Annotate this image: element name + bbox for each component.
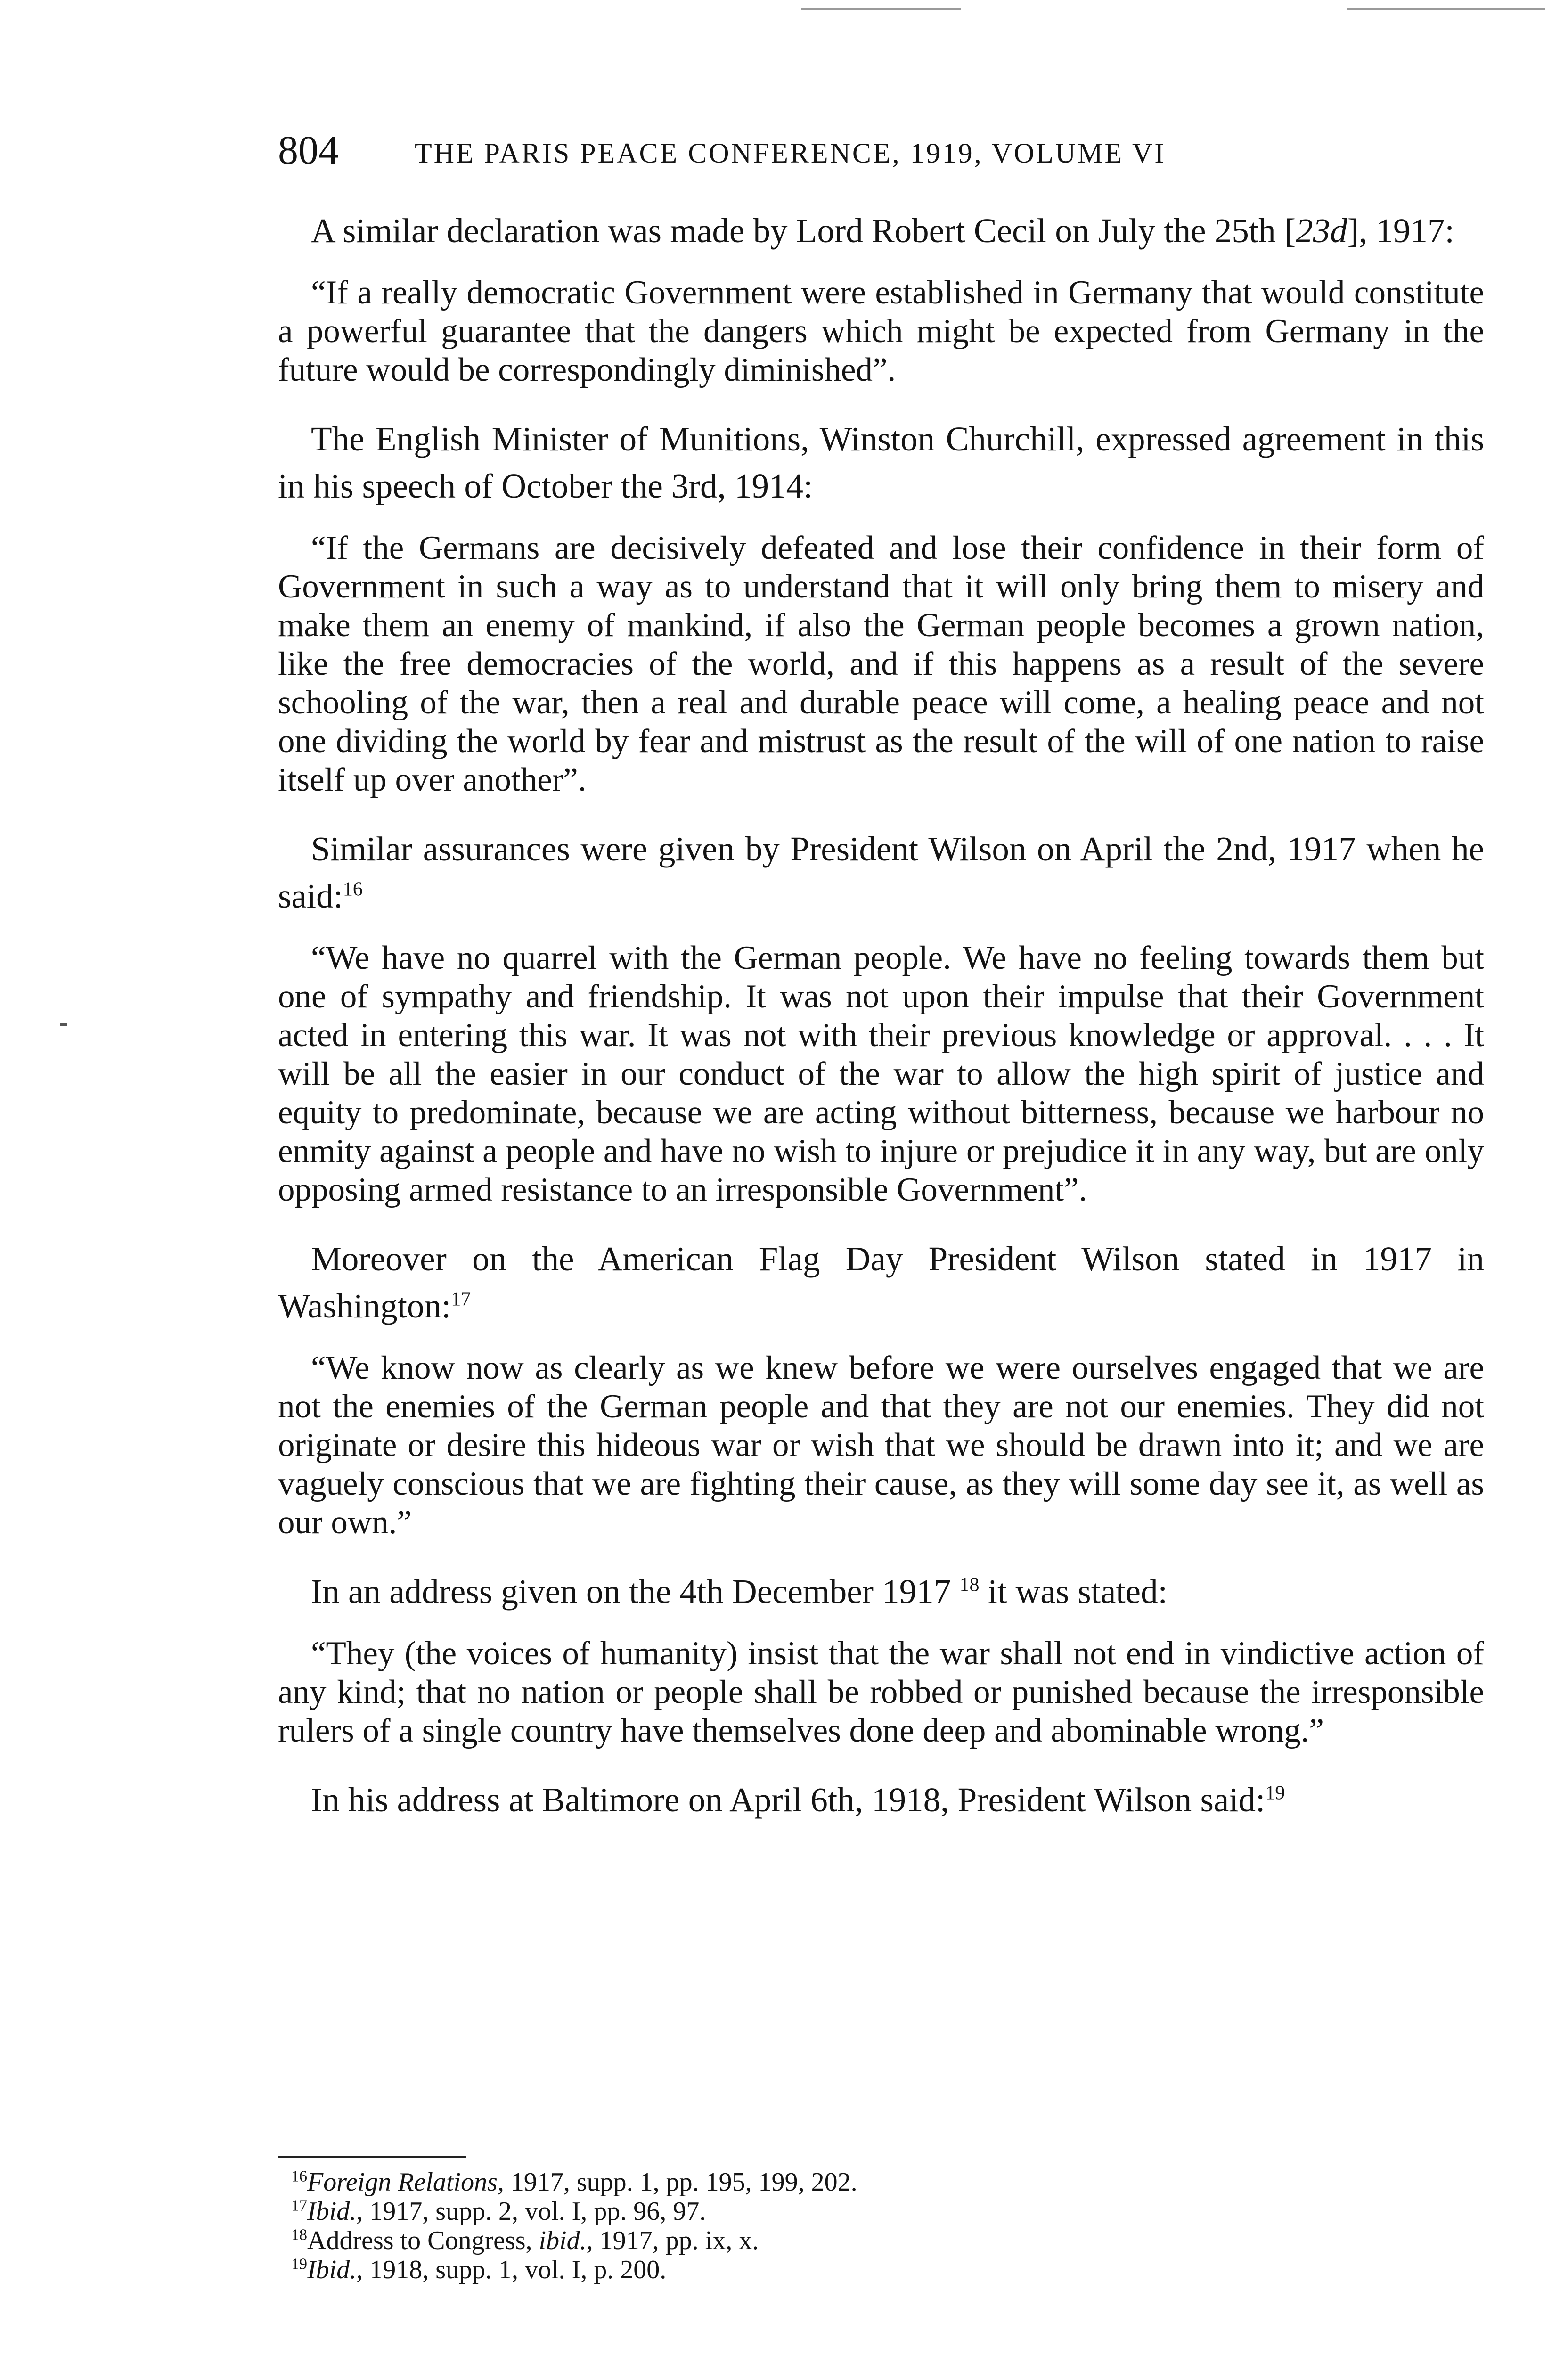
- paragraph-cecil: A similar declaration was made by Lord Robert Cecil on July the 25th [23d], 1917:: [311, 212, 1454, 250]
- footnote-ref-16: 16: [343, 878, 363, 900]
- paragraph-december-address: In an address given on the 4th December 1917 $^{18}$ it was stated:: [311, 1572, 1168, 1611]
- footnote-17: $^{17}$Ibid., 1917, supp. 2, vol. I, pp. 96, 97.: [291, 2197, 706, 2226]
- footnote-ref-18: 18: [959, 1574, 980, 1596]
- quote-flag-day: “We know now as clearly as we knew before we were ourselves engaged that we are not the enemies of the German people and that they are not our enemies. They did not originate or desire this hideous war or wish that we should be drawn into it; and we are vaguely conscious that we are fighting their cause, as they will some day see it, as well as our own.”: [278, 1350, 1484, 1541]
- quote-cecil: “If a really democratic Government were established in Germany that would constitute a powerful guarantee that the dangers which might be expected from Germany in the future would be correspondingly diminished”.: [278, 274, 1484, 388]
- paragraph-wilson-april: Similar assurances were given by President Wilson on April the 2nd, 1917 when he said:$^{16}$: [278, 830, 1484, 915]
- quote-churchill: “If the Germans are decisively defeated and lose their confidence in their form of Government in such a way as to understand that it will only bring them to misery and make them an enemy of mankind, if also the German people becomes a grown nation, like the free democracies of the world, and if this happens as a result of the severe schooling of the war, then a real and durable peace will come, a healing peace and not one dividing the world by fear and mistrust as the result of the will of one nation to raise itself up over another”.: [278, 530, 1484, 798]
- footnote-ref-17: 17: [451, 1288, 471, 1310]
- footnotes: [291, 2168, 1422, 2284]
- paragraph-flag-day: Moreover on the American Flag Day President Wilson stated in 1917 in Washington:$^{17}$: [278, 1240, 1484, 1325]
- running-head: THE PARIS PEACE CONFERENCE, 1919, VOLUME VI: [415, 138, 1166, 169]
- quote-wilson-april: “We have no quarrel with the German people. We have no feeling towards them but one of sympathy and friendship. It was not upon their impulse that their Government acted in entering this war. It was not with their previous knowledge or approval. . . . It will be all the easier in our conduct of the war to allow the high spirit of justice and equity to predominate, because we are acting without bitterness, because we harbour no enmity against a people and have no wish to injure or prejudice it in any way, but are only opposing armed resistance to an irresponsible Government”.: [278, 940, 1484, 1208]
- footnote-divider: [278, 2156, 466, 2158]
- paragraph-baltimore: In his address at Baltimore on April 6th, 1918, President Wilson said:$^{19}$: [311, 1781, 1285, 1819]
- page-header: [278, 126, 1484, 183]
- scan-edge-line-right: [1348, 8, 1545, 10]
- footnote-16: $^{16}$Foreign Relations, 1917, supp. 1, pp. 195, 199, 202.: [291, 2168, 858, 2197]
- page-number: 804: [278, 127, 339, 172]
- margin-mark: [60, 1023, 67, 1026]
- paragraph-churchill: The English Minister of Munitions, Winston Churchill, expressed agreement in this in his speech of October the 3rd, 1914:: [278, 420, 1484, 505]
- scan-edge-line: [801, 8, 961, 10]
- quote-december-address: “They (the voices of humanity) insist that the war shall not end in vindictive action of any kind; that no nation or people shall be robbed or punished because the irresponsible rulers of a single country have themselves done deep and abominable wrong.”: [278, 1635, 1484, 1749]
- body-text: [278, 207, 1484, 1824]
- footnote-19: $^{19}$Ibid., 1918, supp. 1, vol. I, p. 200.: [291, 2255, 667, 2284]
- footnote-ref-19: 19: [1265, 1782, 1285, 1804]
- footnote-18: $^{18}$Address to Congress, ibid., 1917, pp. ix, x.: [291, 2226, 759, 2255]
